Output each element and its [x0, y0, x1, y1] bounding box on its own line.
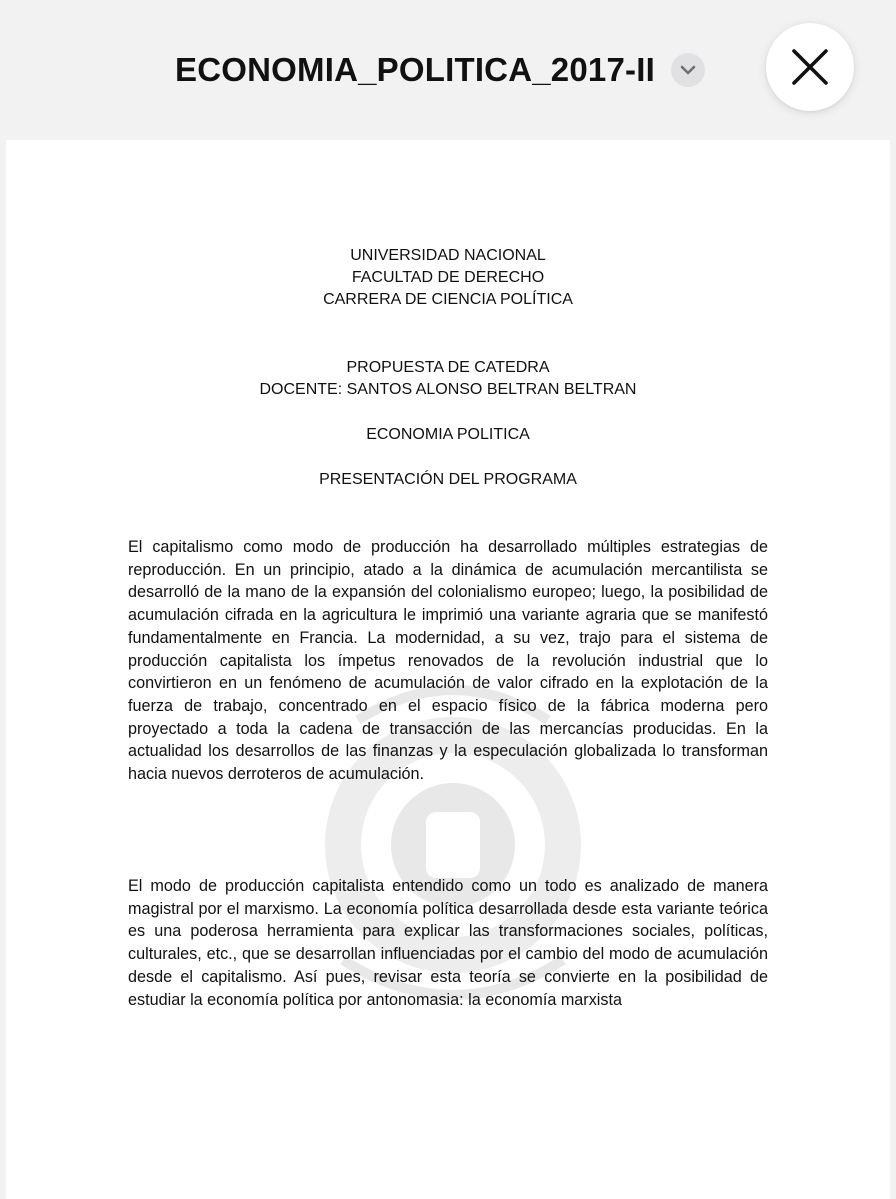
course-name [6, 424, 890, 446]
close-button[interactable] [766, 23, 854, 111]
faculty-name: FACULTAD DE DERECHO [351, 269, 545, 286]
proposal-line: PROPUESTA DE CATEDRA [346, 359, 550, 376]
section-title [6, 469, 890, 491]
viewer-header [0, 0, 896, 140]
chevron-down-icon[interactable] [671, 53, 705, 87]
institution-header [6, 245, 890, 311]
career-name: CARRERA DE CIENCIA POLÍTICA [323, 291, 573, 308]
section-heading: PRESENTACIÓN DEL PROGRAMA [319, 471, 577, 488]
document-page[interactable] [6, 140, 890, 1199]
paragraph-2: El modo de producción capitalista entendido como un todo es analizado de manera magistral por el marxismo. La economía política desarrollada desde esta variante teórica es una poderosa herramienta para explicar las transformaciones sociales, políticas, culturales, etc., que se desarrollan influenciadas por el cambio del modo de acumulación desde el capitalismo. Así pues, revisar esta teoría se convierte en la posibilidad de estudiar la economía política por antonomasia: la economía marxista [128, 877, 768, 1009]
teacher-line: DOCENTE: SANTOS ALONSO BELTRAN BELTRAN [259, 381, 637, 398]
document-title[interactable]: ECONOMIA_POLITICA_2017-II [175, 51, 655, 88]
paragraph-1: El capitalismo como modo de producción ha desarrollado múltiples estrategias de reproducción. En un principio, atado a la dinámica de acumulación mercantilista se desarrolló de la mano de la expansión del colonialismo europeo; luego, la posibilidad de acumulación cifrada en la agricultura le imprimió una variante agraria que se manifestó fundamentalmente en Francia. La modernidad, a su vez, trajo para el sistema de producción capitalista los ímpetus renovados de la revolución industrial que lo convirtieron en un fenómeno de acumulación de valor cifrado en la explotación de la fuerza de trabajo, concentrado en el espacio físico de la fábrica moderna pero proyectado a toda la cadena de transacción de las mercancías producidas. En la actualidad los desarrollos de las finanzas y la especulación globalizada lo transforman hacia nuevos derroteros de acumulación. [128, 538, 768, 784]
proposal-header [6, 357, 890, 401]
title-menu[interactable] [175, 48, 705, 92]
course-title: ECONOMIA POLITICA [366, 426, 530, 443]
university-name: UNIVERSIDAD NACIONAL [350, 247, 546, 264]
close-icon [791, 48, 829, 86]
